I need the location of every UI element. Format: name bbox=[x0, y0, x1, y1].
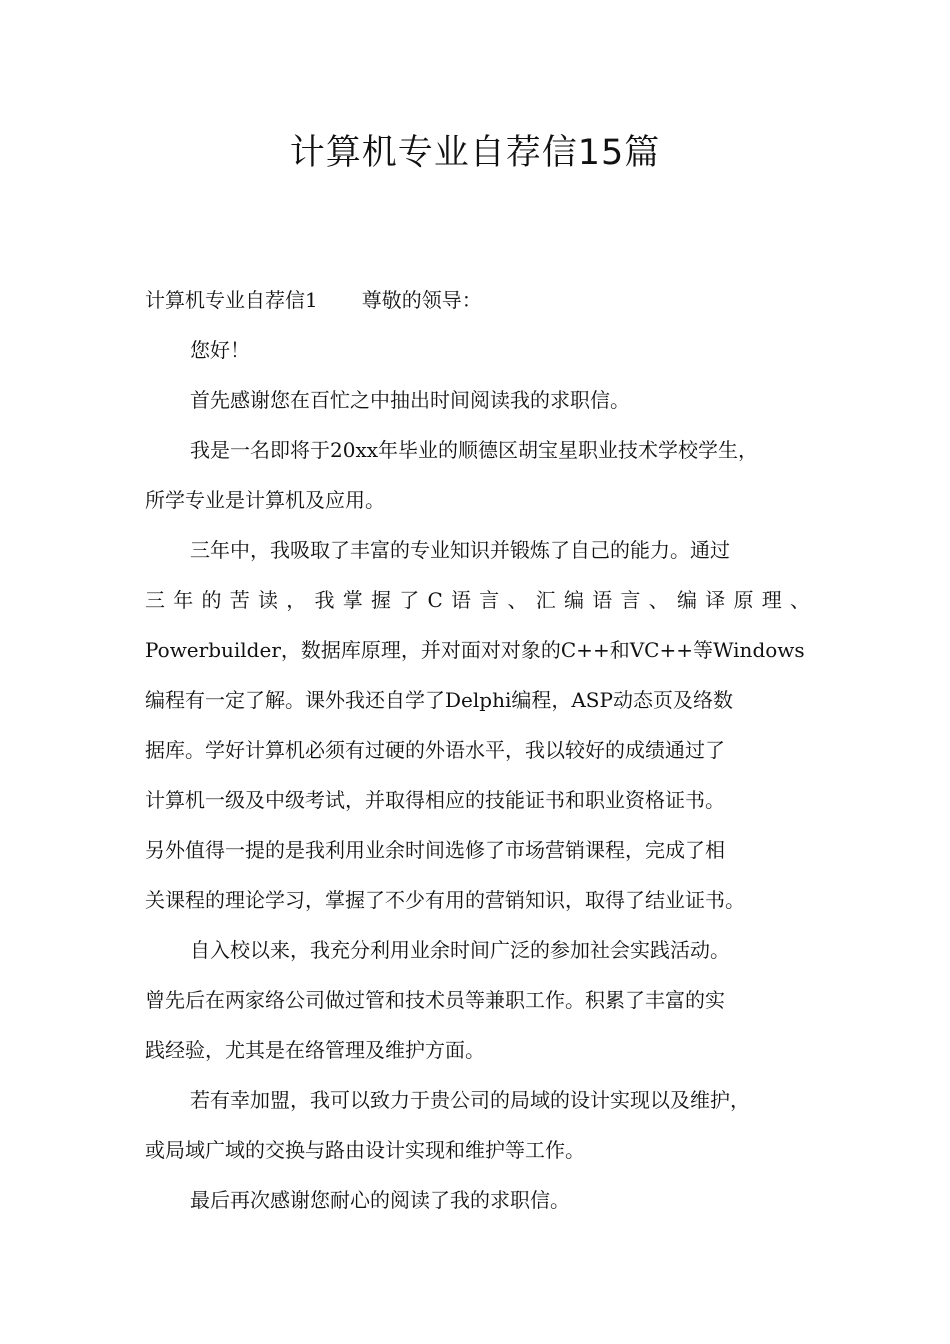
text-line: 三年的苦读，我掌握了C语言、汇编语言、编译原理、 bbox=[145, 588, 810, 612]
text-line: 践经验，尤其是在络管理及维护方面。 bbox=[145, 1038, 485, 1062]
heading-line bbox=[145, 285, 810, 315]
letter-heading: 计算机专业自荐信1 bbox=[145, 288, 318, 312]
text-line: 关课程的理论学习，掌握了不少有用的营销知识，取得了结业证书。 bbox=[145, 888, 745, 912]
document-title: 计算机专业自荐信15篇 bbox=[289, 133, 661, 173]
text-line: 您好！ bbox=[190, 338, 250, 362]
text-line: 我是一名即将于20xx年毕业的顺德区胡宝星职业技术学校学生， bbox=[190, 438, 759, 462]
text-line: 另外值得一提的是我利用业余时间选修了市场营销课程，完成了相 bbox=[145, 838, 725, 862]
text-line: 计算机一级及中级考试，并取得相应的技能证书和职业资格证书。 bbox=[145, 788, 725, 812]
text-line: 编程有一定了解。课外我还自学了Delphi编程，ASP动态页及络数 bbox=[145, 688, 733, 712]
text-line: 最后再次感谢您耐心的阅读了我的求职信。 bbox=[190, 1188, 570, 1212]
salutation: 尊敬的领导： bbox=[361, 288, 482, 312]
text-line: 三年中，我吸取了丰富的专业知识并锻炼了自己的能力。通过 bbox=[190, 538, 730, 562]
text-line: 曾先后在两家络公司做过管和技术员等兼职工作。积累了丰富的实 bbox=[145, 988, 725, 1012]
text-line: 据库。学好计算机必须有过硬的外语水平，我以较好的成绩通过了 bbox=[145, 738, 725, 762]
text-line: 若有幸加盟，我可以致力于贵公司的局域的设计实现以及维护， bbox=[190, 1088, 750, 1112]
text-line: 所学专业是计算机及应用。 bbox=[145, 488, 385, 512]
text-line: 首先感谢您在百忙之中抽出时间阅读我的求职信。 bbox=[190, 388, 630, 412]
text-line: 或局域广域的交换与路由设计实现和维护等工作。 bbox=[145, 1138, 585, 1162]
text-line: 自入校以来，我充分利用业余时间广泛的参加社会实践活动。 bbox=[190, 938, 730, 962]
text-line: Powerbuilder，数据库原理，并对面对对象的C++和VC++等Windows bbox=[145, 638, 805, 662]
